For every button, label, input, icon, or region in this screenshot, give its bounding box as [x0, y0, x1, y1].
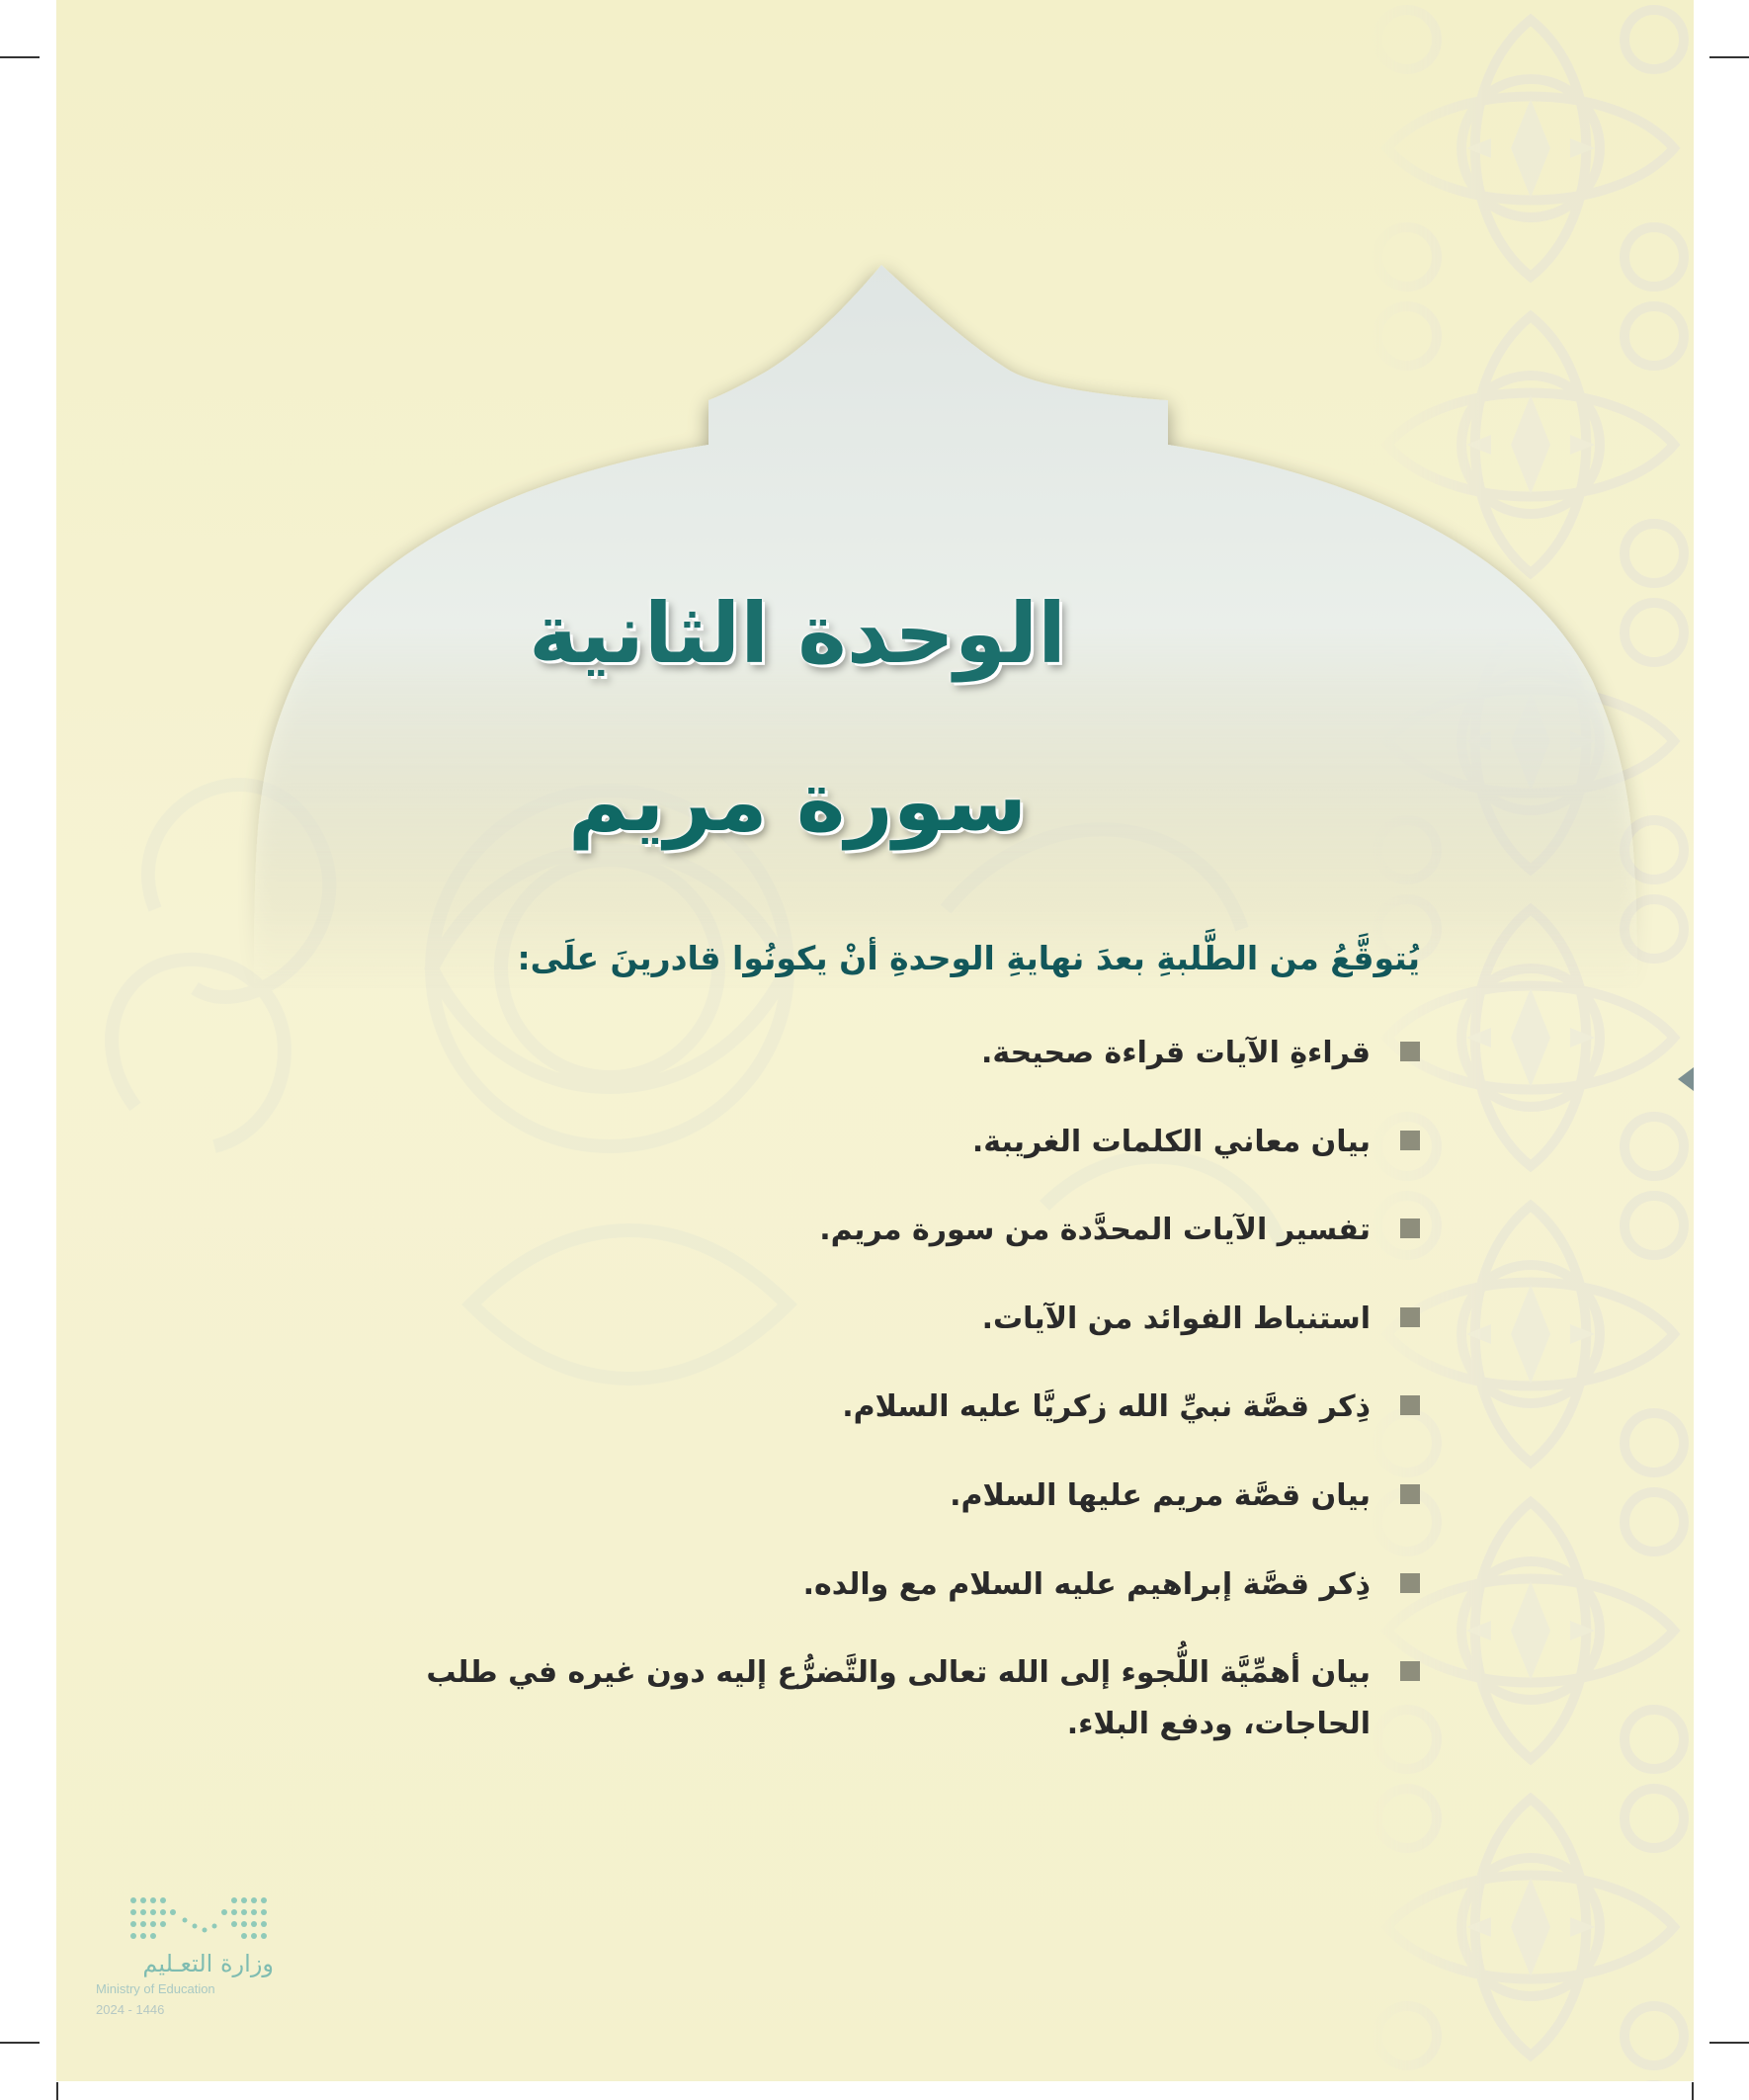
square-bullet-icon	[1400, 1395, 1420, 1415]
square-bullet-icon	[1400, 1218, 1420, 1238]
objective-item	[392, 1559, 1420, 1611]
square-bullet-icon	[1400, 1573, 1420, 1593]
crop-mark	[1709, 2042, 1749, 2044]
objective-item	[392, 1117, 1420, 1168]
objective-text: ذِكر قصَّة إبراهيم عليه السلام مع والده.	[802, 1566, 1371, 1602]
unit-label: الوحدة الثانية	[529, 585, 1066, 682]
crop-mark	[0, 56, 40, 58]
ministry-logo	[96, 1892, 274, 2017]
objective-item	[392, 1382, 1420, 1433]
objective-item	[392, 1205, 1420, 1256]
objective-text: بيان قصَّة مريم عليها السلام.	[950, 1477, 1371, 1513]
unit-cover-page	[56, 0, 1694, 2081]
page-edge-marker-icon	[1678, 1067, 1694, 1091]
objectives-intro: يُتوقَّعُ من الطَّلبةِ بعدَ نهايةِ الوحدةِ أنْ يكونُوا قادرينَ علَى:	[517, 939, 1420, 977]
unit-title: سورة مريم	[567, 753, 1028, 850]
objective-text: ذِكر قصَّة نبيِّ الله زكريَّا عليه السلام.	[842, 1389, 1371, 1425]
objective-item	[392, 1647, 1420, 1749]
logo-english-name: Ministry of Education	[96, 1981, 215, 1996]
crop-mark	[1709, 56, 1749, 58]
objective-text: قراءةِ الآيات قراءة صحيحة.	[981, 1036, 1371, 1070]
square-bullet-icon	[1400, 1484, 1420, 1504]
logo-arabic-name: وزارة التعـليم	[142, 1950, 274, 1977]
square-bullet-icon	[1400, 1661, 1420, 1681]
square-bullet-icon	[1400, 1131, 1420, 1150]
crop-mark	[56, 2082, 58, 2100]
square-bullet-icon	[1400, 1307, 1420, 1327]
objective-text: بيان معاني الكلمات الغريبة.	[971, 1124, 1371, 1159]
crop-mark	[1692, 2082, 1694, 2100]
objective-item	[392, 1028, 1420, 1079]
logo-year: 2024 - 1446	[96, 2002, 165, 2017]
objective-text: استنباط الفوائد من الآيات.	[981, 1301, 1371, 1336]
objective-item	[392, 1294, 1420, 1345]
objective-text: تفسير الآيات المحدَّدة من سورة مريم.	[819, 1213, 1371, 1248]
crop-mark	[0, 2042, 40, 2044]
objective-text: بيان أهمِّيَّة اللُّجوء إلى الله تعالى والتَّضرُّع إليه دون غيره في طلب الحاجات، ودفع البلاء.	[426, 1655, 1371, 1741]
objectives-list	[392, 1028, 1420, 1787]
objective-item	[392, 1470, 1420, 1522]
logo-dots-icon	[125, 1892, 274, 1944]
square-bullet-icon	[1400, 1042, 1420, 1061]
